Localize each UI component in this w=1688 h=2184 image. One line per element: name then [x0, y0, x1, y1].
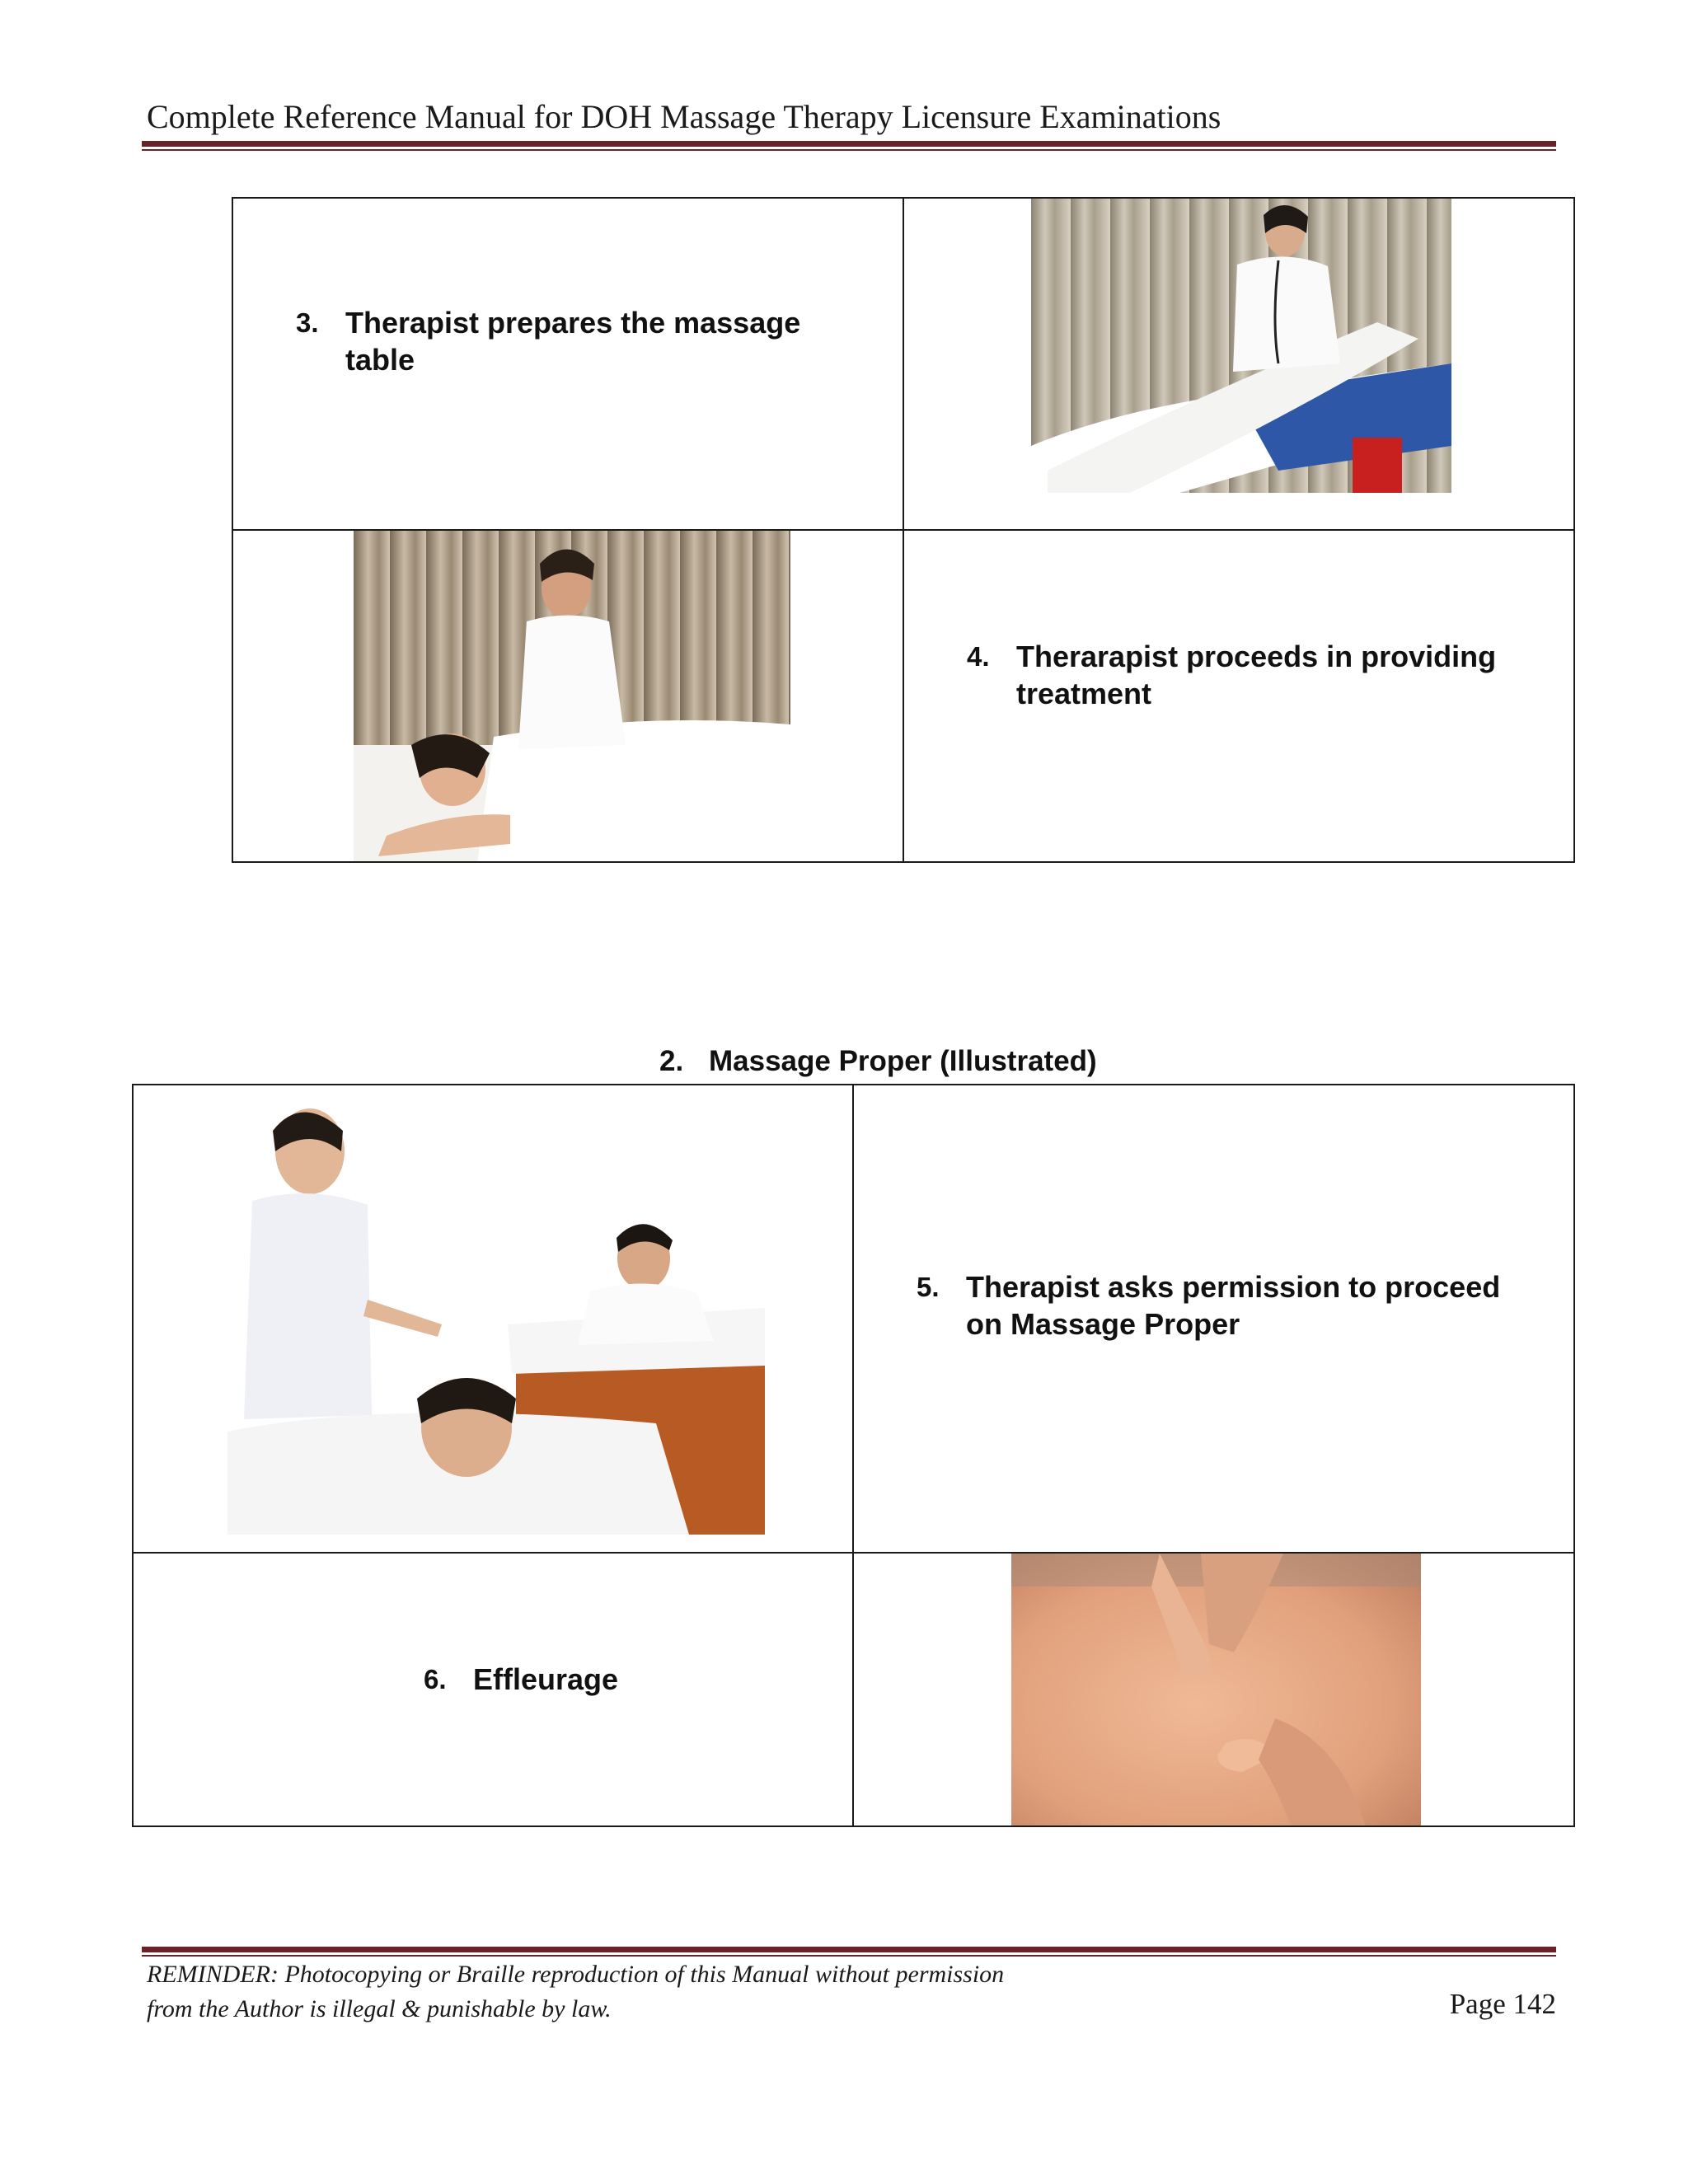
step-6-text: 6. Effleurage	[424, 1661, 836, 1698]
pre-massage-steps-table	[232, 197, 1575, 863]
step-6-photo-cell	[853, 1553, 1574, 1826]
therapist-preparing-table-photo	[1031, 199, 1451, 493]
step-5-label: Therapist asks permission to proceed on Massage Proper	[966, 1270, 1501, 1341]
step-3-photo-cell	[903, 198, 1574, 530]
step-6-label: Effleurage	[473, 1662, 619, 1696]
step-3-label: Therapist prepares the massage table	[345, 306, 801, 377]
step-3-text-cell	[232, 198, 903, 530]
copyright-reminder: REMINDER: Photocopying or Braille reproduction of this Manual without permission from the Author is illegal & punishable by law.	[147, 1961, 1005, 2022]
therapist-asking-permission-photo	[227, 1102, 765, 1535]
footer-rule	[142, 1947, 1556, 1957]
step-3-text: 3. Therapist prepares the massage table	[296, 304, 873, 378]
header-rule	[142, 141, 1556, 151]
therapist-providing-treatment-photo	[354, 531, 790, 862]
step-5-photo-cell	[133, 1085, 853, 1553]
step-4-text-cell	[903, 530, 1574, 862]
step-4-label: Therarapist proceeds in providing treatment	[1016, 640, 1497, 710]
section-title-text: Massage Proper (Illustrated)	[709, 1045, 1097, 1077]
section-heading: 2. Massage Proper (Illustrated)	[659, 1045, 1097, 1077]
step-4-text: 4. Therarapist proceeds in providing treatment	[967, 638, 1544, 712]
step-5-text: 5. Therapist asks permission to proceed on Massage Proper	[917, 1268, 1543, 1343]
step-5-text-cell	[853, 1085, 1574, 1553]
step-6-text-cell	[133, 1553, 853, 1826]
step-4-photo-cell	[232, 530, 903, 862]
effleurage-hands-photo	[1011, 1554, 1421, 1826]
massage-proper-steps-table	[132, 1084, 1575, 1827]
document-header-title: Complete Reference Manual for DOH Massage Therapy Licensure Examinations	[147, 98, 1221, 135]
page-number: Page 142	[1449, 1988, 1556, 2020]
